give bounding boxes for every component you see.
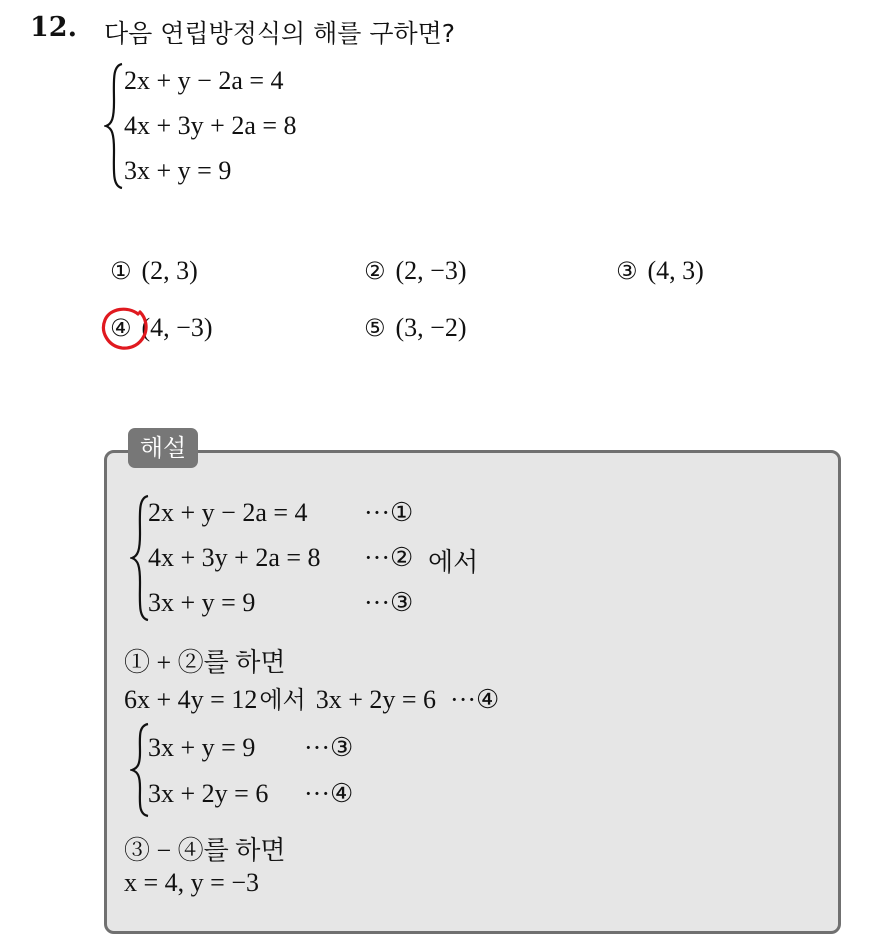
question-equation-3: 3x + y = 9 bbox=[124, 156, 232, 185]
solution-equation-5: 3x + 2y = 6 bbox=[148, 779, 269, 808]
solution-equation-1: 2x + y − 2a = 4 bbox=[148, 498, 308, 527]
choice-number: ④ bbox=[110, 314, 132, 342]
question-number: 12. bbox=[30, 12, 77, 43]
solution-step-1: ① + ②를 하면 bbox=[124, 648, 286, 677]
solution-ref-5: ···④ bbox=[304, 779, 354, 808]
left-brace bbox=[130, 722, 150, 818]
choice-value: (4, 3) bbox=[647, 256, 704, 285]
solution-label: 해설 bbox=[128, 428, 198, 468]
solution-equation-2: 4x + 3y + 2a = 8 bbox=[148, 543, 321, 572]
choice-3[interactable] bbox=[616, 256, 704, 286]
choice-value: (2, 3) bbox=[141, 256, 198, 285]
choice-value: (4, −3) bbox=[141, 313, 213, 342]
step-2-equation-b: 3x + 2y = 6 bbox=[315, 685, 437, 714]
choice-2[interactable] bbox=[364, 256, 467, 286]
choice-value: (2, −3) bbox=[395, 256, 467, 285]
step-2-ref: ···④ bbox=[450, 685, 500, 714]
step-2-equation-a: 6x + 4y = 12 bbox=[124, 685, 258, 714]
answer-mark-circle bbox=[98, 304, 154, 354]
solution-ref-4: ···③ bbox=[304, 733, 354, 762]
left-brace bbox=[130, 494, 150, 622]
solution-ref-1: ···① bbox=[364, 498, 414, 527]
choice-value: (3, −2) bbox=[395, 313, 467, 342]
left-brace bbox=[104, 62, 124, 190]
solution-equation-3: 3x + y = 9 bbox=[148, 588, 256, 617]
solution-ref-3: ···③ bbox=[364, 588, 414, 617]
choice-1[interactable] bbox=[110, 256, 198, 286]
solution-suffix: 에서 bbox=[428, 548, 479, 577]
question-equation-1: 2x + y − 2a = 4 bbox=[124, 66, 284, 95]
choice-number: ② bbox=[364, 257, 386, 285]
choice-number: ⑤ bbox=[364, 314, 386, 342]
choice-number: ③ bbox=[616, 257, 638, 285]
solution-ref-2: ···② bbox=[364, 543, 414, 572]
step-2-connector: 에서 bbox=[259, 686, 306, 714]
choice-number: ① bbox=[110, 257, 132, 285]
question-text: 다음 연립방정식의 해를 구하면? bbox=[104, 19, 456, 48]
question-equation-2: 4x + 3y + 2a = 8 bbox=[124, 111, 297, 140]
choice-5[interactable] bbox=[364, 313, 467, 343]
solution-step-2 bbox=[124, 680, 499, 715]
solution-step-3: ③ − ④를 하면 bbox=[124, 836, 286, 865]
solution-equation-4: 3x + y = 9 bbox=[148, 733, 256, 762]
solution-answer: x = 4, y = −3 bbox=[124, 868, 259, 897]
